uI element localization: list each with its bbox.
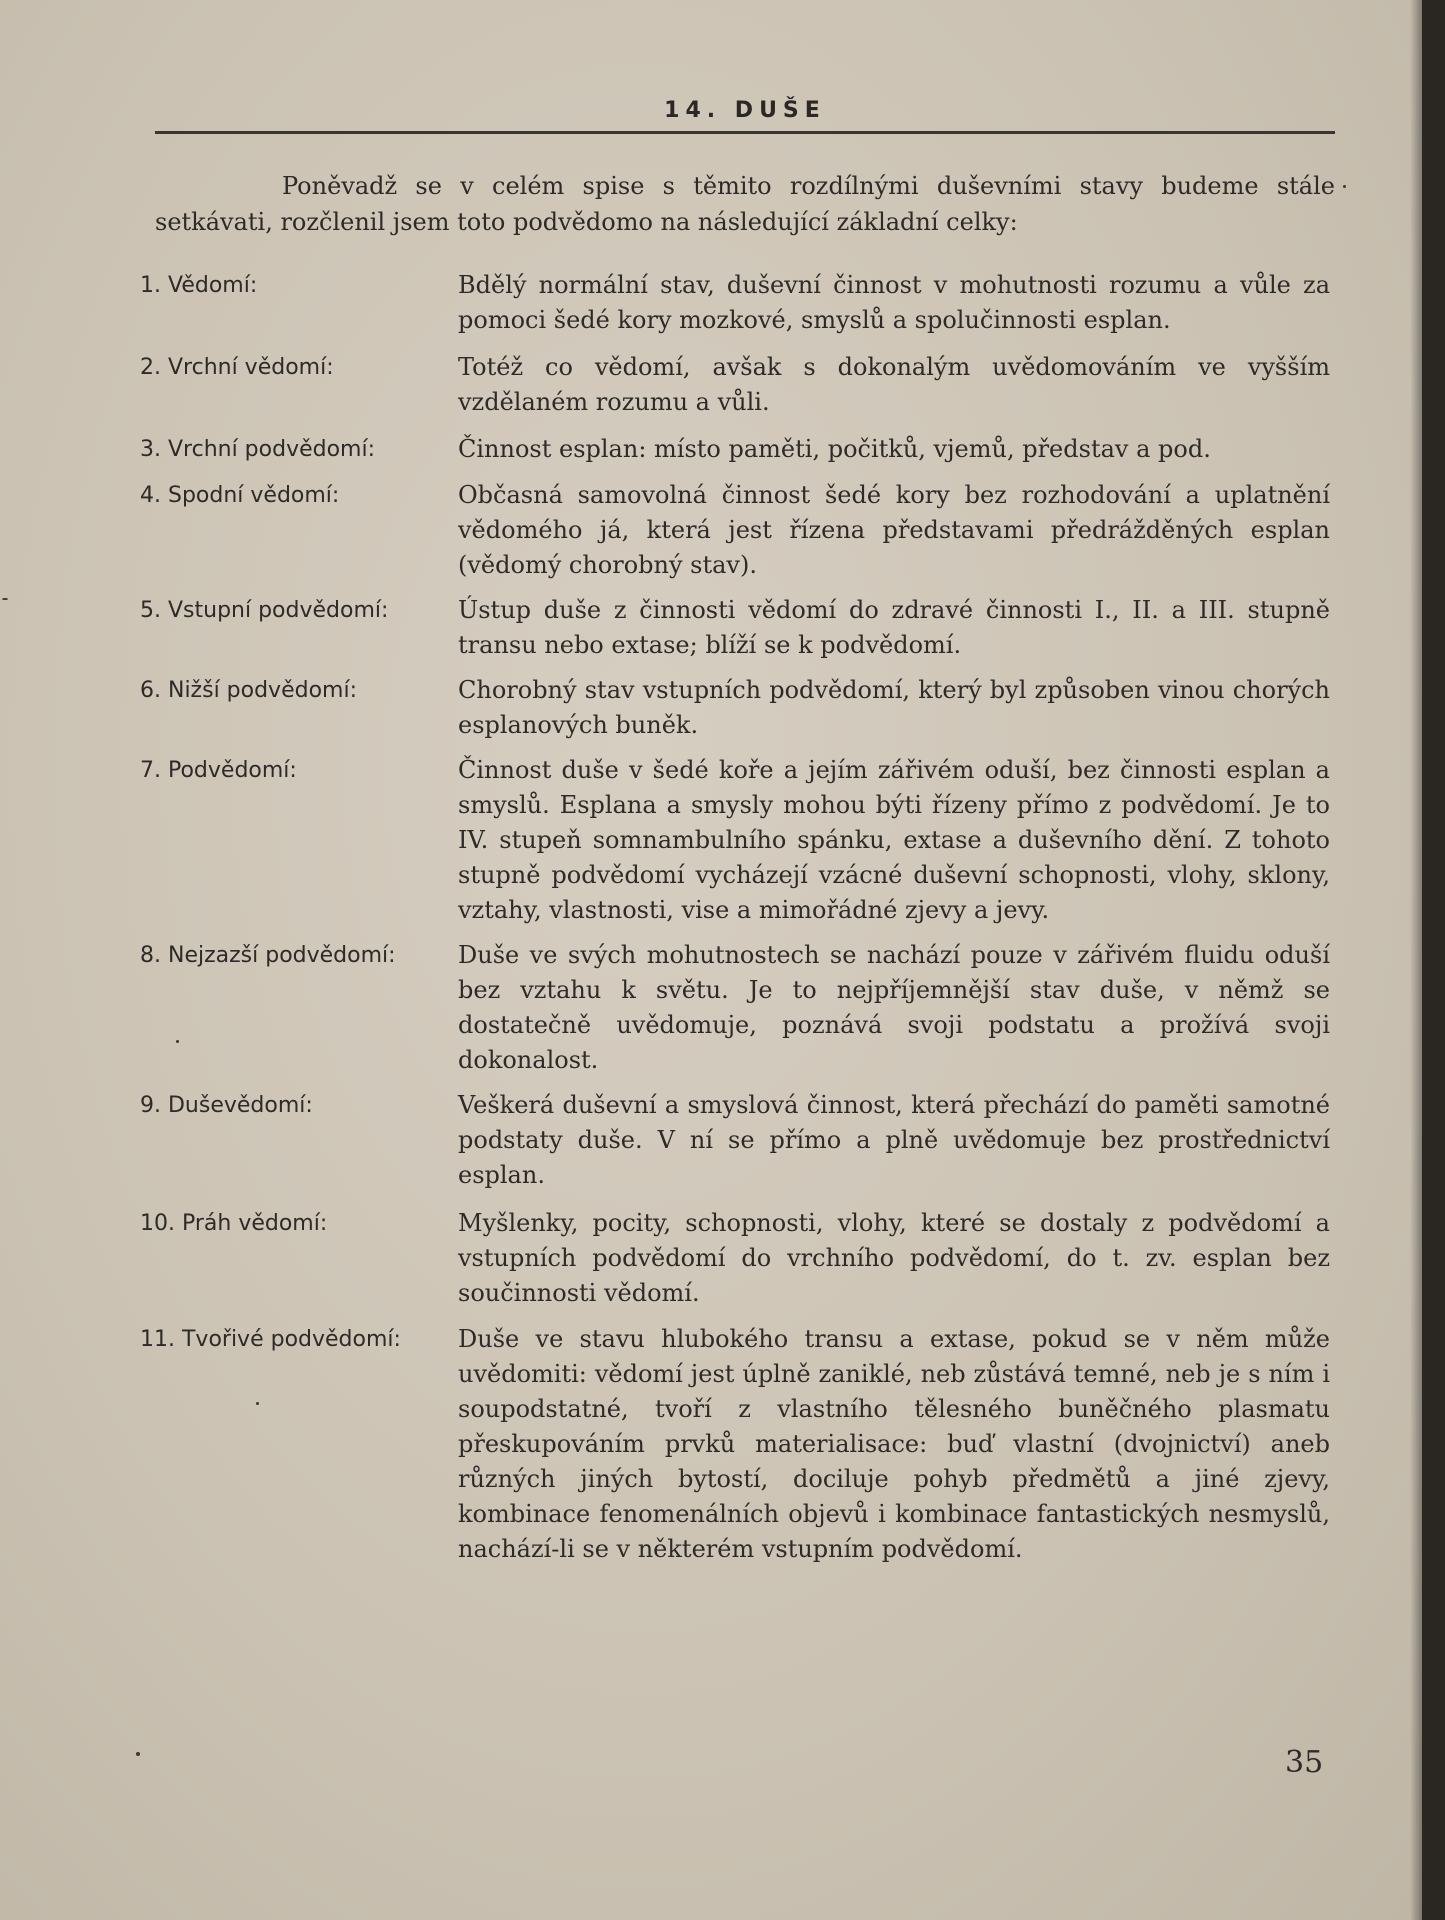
ink-speck <box>2 598 8 600</box>
entry-term: 2. Vrchní vědomí: <box>140 355 334 380</box>
entry-term: 3. Vrchní podvědomí: <box>140 437 376 462</box>
entry-definition: Duše ve stavu hlubokého transu a extase, pokud se v něm může uvědomiti: vědomí jest úplně zaniklé, neb zůstává temné, neb je s ním i soupodstatné, tvoří z vlastního tělesného buněčného plasmatu přeskupováním prvků materialisace: buď vlastní (dvojnictví) aneb různých jiných bytostí, dociluje pohyb předmětů a jiné zjevy, kombinace fenomenálních objevů i kombinace fantastických nesmyslů, nachází-li se v některém vstupním podvědomí. <box>458 1325 1330 1563</box>
entry-term: 9. Duševědomí: <box>140 1093 313 1118</box>
entry-definition: Myšlenky, pocity, schopnosti, vlohy, které se dostaly z podvědomí a vstupních podvědomí do vrchního podvědomí, do t. zv. esplan bez součinnosti vědomí. <box>458 1209 1330 1307</box>
intro-paragraph: Poněvadž se v celém spise s těmito rozdílnými duševními stavy budeme stále setkávati, rozčlenil jsem toto podvědomo na následující základní celky: <box>155 172 1335 236</box>
entry-definition: Chorobný stav vstupních podvědomí, který byl způsoben vinou chorých esplanových buněk. <box>458 676 1330 739</box>
page-number: 35 <box>1285 1745 1324 1780</box>
chapter-header: 14. DUŠE <box>664 98 826 123</box>
ink-speck <box>136 1752 140 1756</box>
entry-term: 8. Nejzazší podvědomí: <box>140 943 396 968</box>
entry-definition: Veškerá duševní a smyslová činnost, která přechází do paměti samotné podstaty duše. V ní se přímo a plně uvědomuje bez prostřednictví esplan. <box>458 1091 1330 1189</box>
ink-speck <box>1343 185 1346 188</box>
entry-term: 1. Vědomí: <box>140 273 258 298</box>
entry-term: 6. Nižší podvědomí: <box>140 678 357 703</box>
entry-definition: Ústup duše z činnosti vědomí do zdravé činnosti I., II. a III. stupně transu nebo extase; blíží se k podvědomí. <box>458 596 1330 659</box>
entry-definition: Činnost esplan: místo paměti, počitků, vjemů, představ a pod. <box>458 435 1211 463</box>
binding-shadow <box>1410 0 1422 1920</box>
entry-term: 11. Tvořivé podvědomí: <box>140 1327 401 1352</box>
ink-speck <box>176 1040 179 1043</box>
entry-definition: Občasná samovolná činnost šedé kory bez rozhodování a uplatnění vědomého já, která jest řízena představami předrážděných esplan (vědomý chorobný stav). <box>458 481 1330 579</box>
entry-definition: Totéž co vědomí, avšak s dokonalým uvědomováním ve vyšším vzdělaném rozumu a vůli. <box>458 353 1330 416</box>
entry-term: 4. Spodní vědomí: <box>140 483 340 508</box>
entry-definition: Činnost duše v šedé koře a jejím zářivém oduší, bez činnosti esplan a smyslů. Esplana a smysly mohou býti řízeny přímo z podvědomí. Je to IV. stupeň somnambulního spánku, extase a duševního dění. Z tohoto stupně podvědomí vycházejí vzácné duševní schopnosti, vlohy, sklony, vztahy, vlastnosti, vise a mimořádné zjevy a jevy. <box>458 756 1330 924</box>
ink-speck <box>256 1402 259 1405</box>
entry-term: 7. Podvědomí: <box>140 758 297 783</box>
entry-definition: Duše ve svých mohutnostech se nachází pouze v zářivém fluidu oduší bez vztahu k světu. Je to nejpříjemnější stav duše, v němž se dostatečně uvědomuje, poznává svoji podstatu a prožívá svoji dokonalost. <box>458 941 1330 1074</box>
header-rule <box>155 131 1335 134</box>
entry-term: 10. Práh vědomí: <box>140 1211 328 1236</box>
entry-term: 5. Vstupní podvědomí: <box>140 598 389 623</box>
entry-definition: Bdělý normální stav, duševní činnost v mohutnosti rozumu a vůle za pomoci šedé kory mozkové, smyslů a spolučinnosti esplan. <box>458 271 1330 334</box>
